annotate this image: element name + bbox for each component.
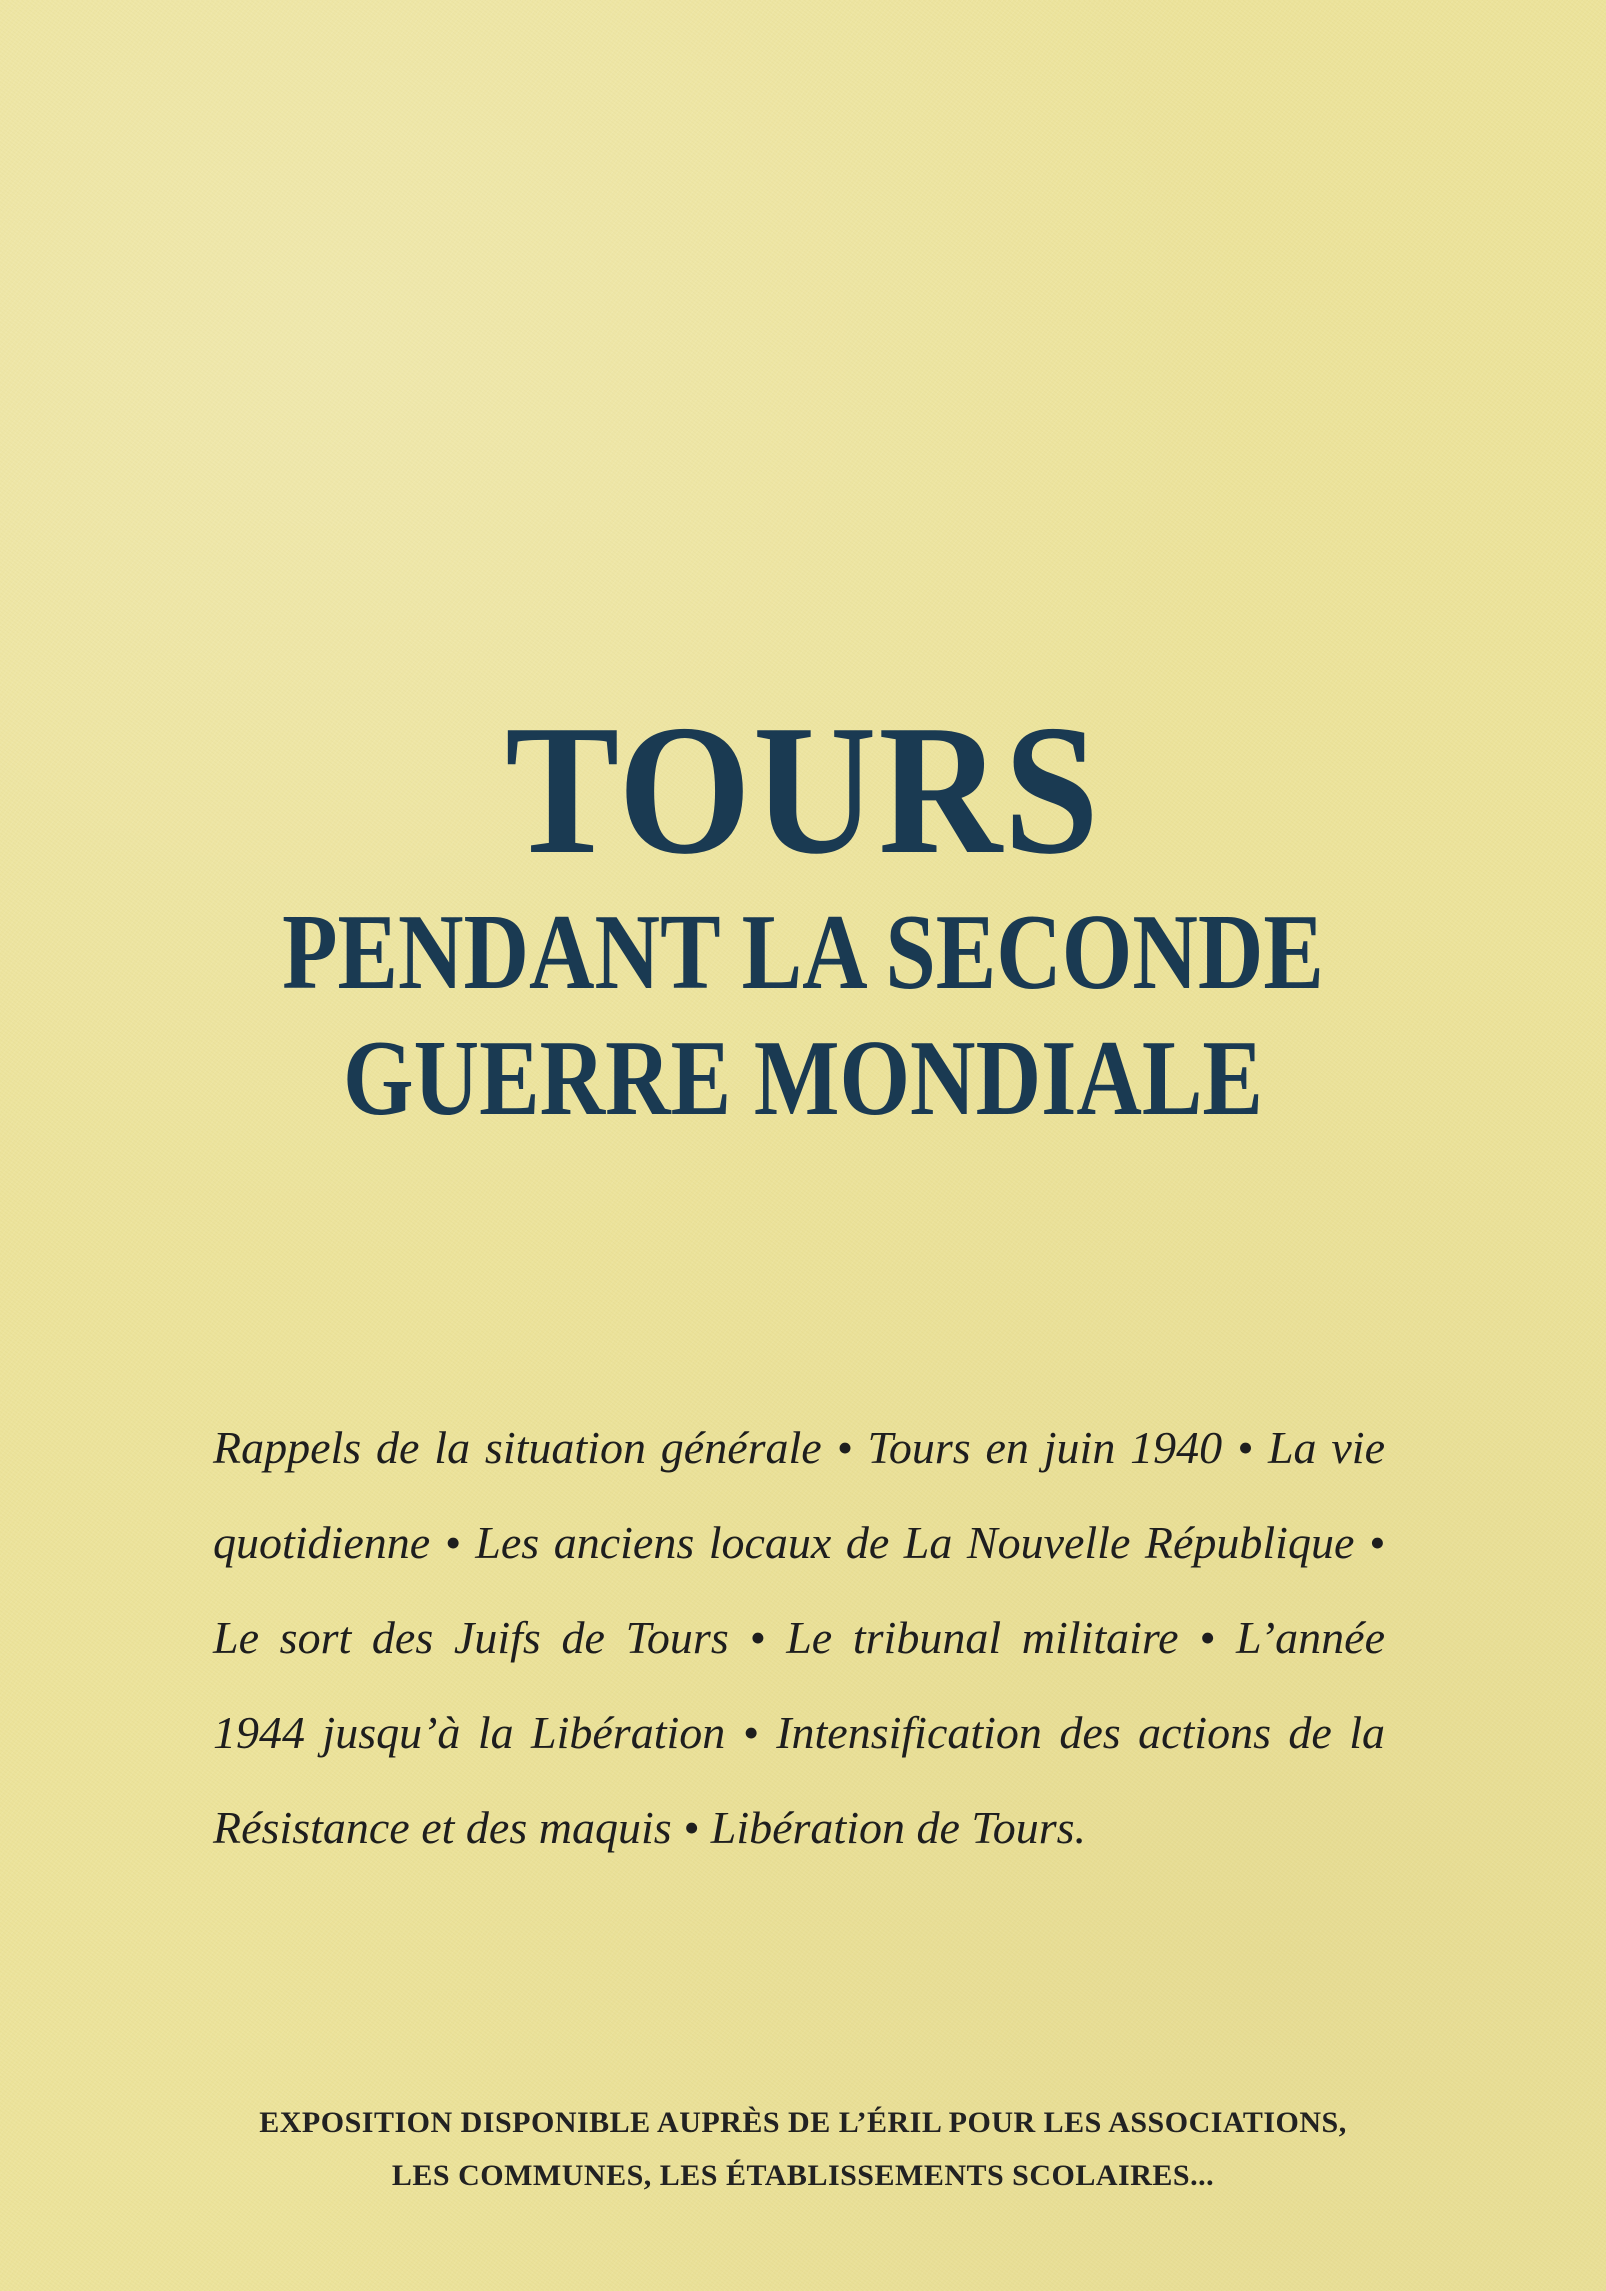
- title-main: TOURS: [505, 687, 1101, 893]
- title-line-2: PENDANT LA SECONDE: [282, 893, 1324, 1012]
- footer-notice: [0, 2096, 1606, 2202]
- summary-paragraph: Rappels de la situation générale • Tours en juin 1940 • La vie quotidienne • Les anciens locaux de La Nouvelle République • Le sort des Juifs de Tours • Le tribunal militaire • L’année 1944 jusqu’à la Libération • Intensification des actions de la Résistance et des maquis • Libération de Tours.: [213, 1422, 1385, 1853]
- footer-line-1: EXPOSITION DISPONIBLE AUPRÈS DE L’ÉRIL POUR LES ASSOCIATIONS,: [259, 2106, 1347, 2139]
- footer-line-2: LES COMMUNES, LES ÉTABLISSEMENTS SCOLAIRES...: [391, 2159, 1215, 2192]
- title-block: [0, 687, 1606, 1142]
- title-line-3: GUERRE MONDIALE: [343, 1019, 1263, 1138]
